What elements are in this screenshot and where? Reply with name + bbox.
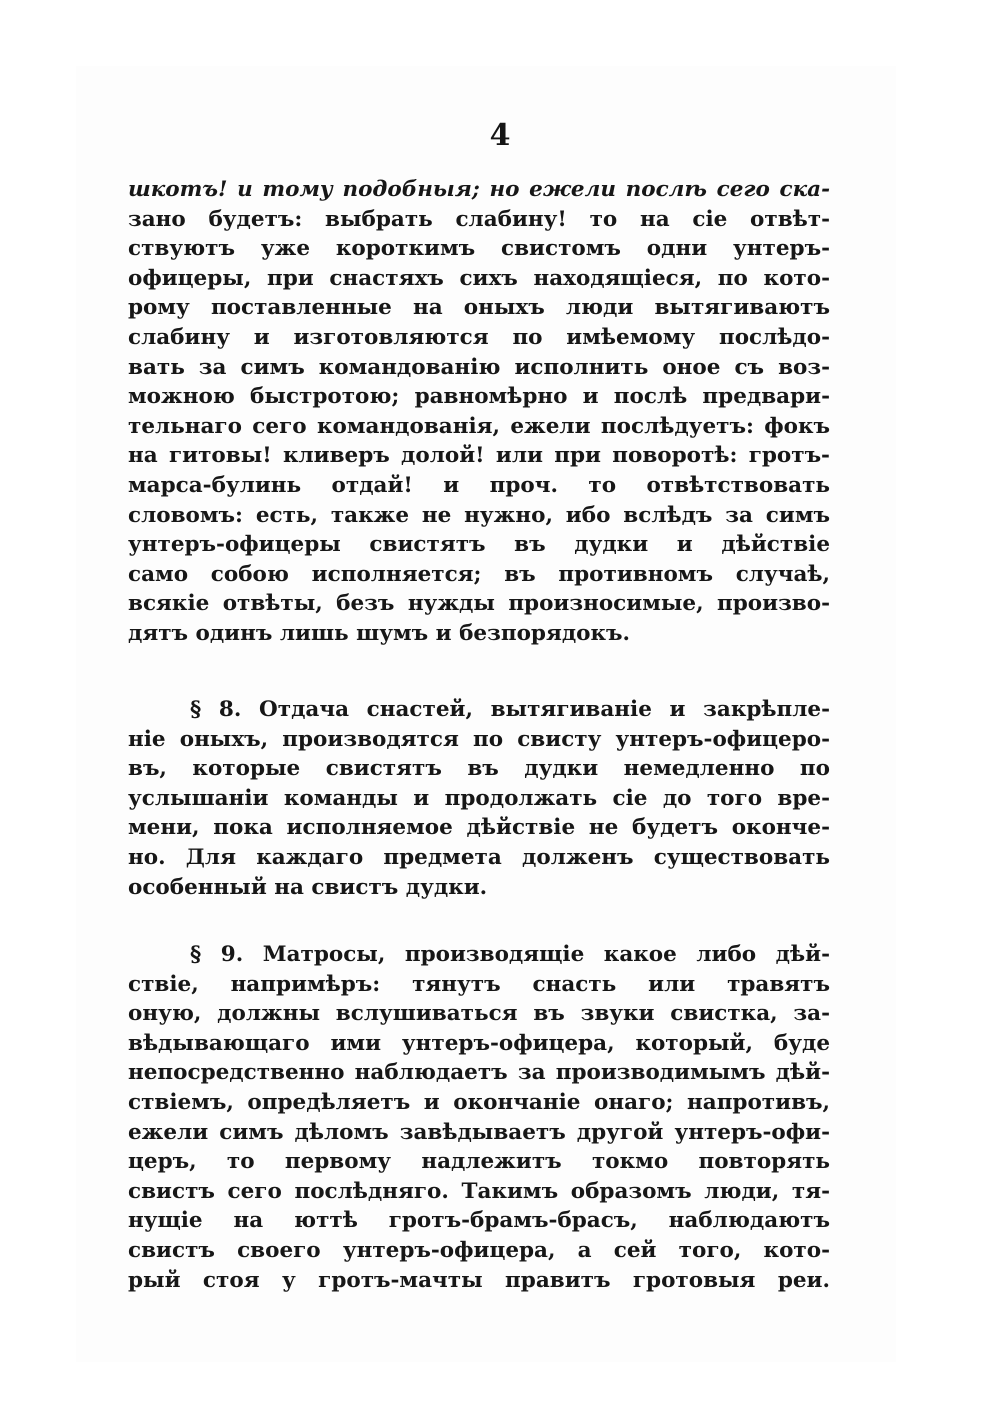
text-line: ніе оныхъ, производятся по свисту унтеръ-офицеро- [128, 726, 830, 752]
text-line: нущіе на юттѣ гротъ-брамъ-брасъ, наблюдаютъ [128, 1208, 830, 1234]
text-line: словомъ: есть, также не нужно, ибо вслѣдъ за симъ [128, 502, 830, 528]
paragraph-section-9 [128, 940, 830, 1295]
text-line: вѣдывающаго ими унтеръ-офицера, который, буде [128, 1030, 830, 1056]
text-line: особенный на свистъ дудки. [128, 874, 488, 900]
text-line: тельнаго сего командованія, ежели послѣдуетъ: фокъ [128, 413, 830, 439]
text-line: непосредственно наблюдаетъ за производимымъ дѣй- [128, 1060, 830, 1086]
text-line: слабину и изготовляются по имѣемому послѣдо- [128, 324, 830, 350]
text-line: на гитовы! кливеръ долой! или при поворотѣ: гротъ- [128, 443, 830, 469]
paragraph-continuation [128, 175, 830, 649]
text-line: услышаніи команды и продолжать сіе до того вре- [128, 785, 830, 811]
paragraph-section-8 [128, 695, 830, 902]
text-line: ствіемъ, опредѣляетъ и окончаніе онаго; напротивъ, [128, 1089, 830, 1115]
text-line: церъ, то первому надлежитъ токмо повторять [128, 1149, 830, 1175]
page-number: 4 [489, 118, 511, 153]
text-line: шкотъ! и тому подобныя; но ежели послѣ сего ска- [128, 177, 830, 202]
text-line: рому поставленные на оныхъ люди вытягиваютъ [128, 295, 830, 321]
text-line: унтеръ-офицеры свистятъ въ дудки и дѣйствіе [128, 532, 830, 558]
text-line: офицеры, при снастяхъ сихъ находящіеся, по кото- [128, 265, 830, 291]
text-line: ежели симъ дѣломъ завѣдываетъ другой унтеръ-офи- [128, 1119, 830, 1145]
text-line: мени, пока исполняемое дѣйствіе не будетъ оконче- [128, 815, 830, 841]
text-line: можною быстротою; равномѣрно и послѣ предвари- [128, 384, 830, 410]
text-line: § 9. Матросы, производящіе какое либо дѣй- [190, 942, 830, 967]
text-line: само собою исполняется; въ противномъ случаѣ, [128, 561, 830, 587]
text-line: рый стоя у гротъ-мачты правитъ гротовыя реи. [128, 1267, 830, 1293]
text-line: ствіе, напримѣръ: тянутъ снасть или травятъ [128, 971, 830, 997]
text-line: въ, которые свистятъ въ дудки немедленно по [128, 756, 830, 782]
text-line: свистъ своего унтеръ-офицера, а сей того, кото- [128, 1237, 830, 1263]
text-line: но. Для каждаго предмета долженъ существовать [128, 844, 830, 870]
text-line: дятъ одинъ лишь шумъ и безпорядокъ. [128, 620, 630, 646]
text-line: § 8. Отдача снастей, вытягиваніе и закрѣпле- [190, 697, 830, 722]
text-line: марса-булинь отдай! и проч. то отвѣтствовать [128, 472, 830, 498]
text-line: свистъ сего послѣдняго. Такимъ образомъ люди, тя- [128, 1178, 830, 1204]
text-line: зано будетъ: выбрать слабину! то на сіе отвѣт- [128, 206, 830, 232]
text-line: ствуютъ уже короткимъ свистомъ одни унтеръ- [128, 236, 830, 262]
text-line: всякіе отвѣты, безъ нужды произносимые, произво- [128, 591, 830, 617]
text-line: оную, должны вслушиваться въ звуки свистка, за- [128, 1001, 830, 1027]
text-line: вать за симъ командованію исполнить оное съ воз- [128, 354, 830, 380]
